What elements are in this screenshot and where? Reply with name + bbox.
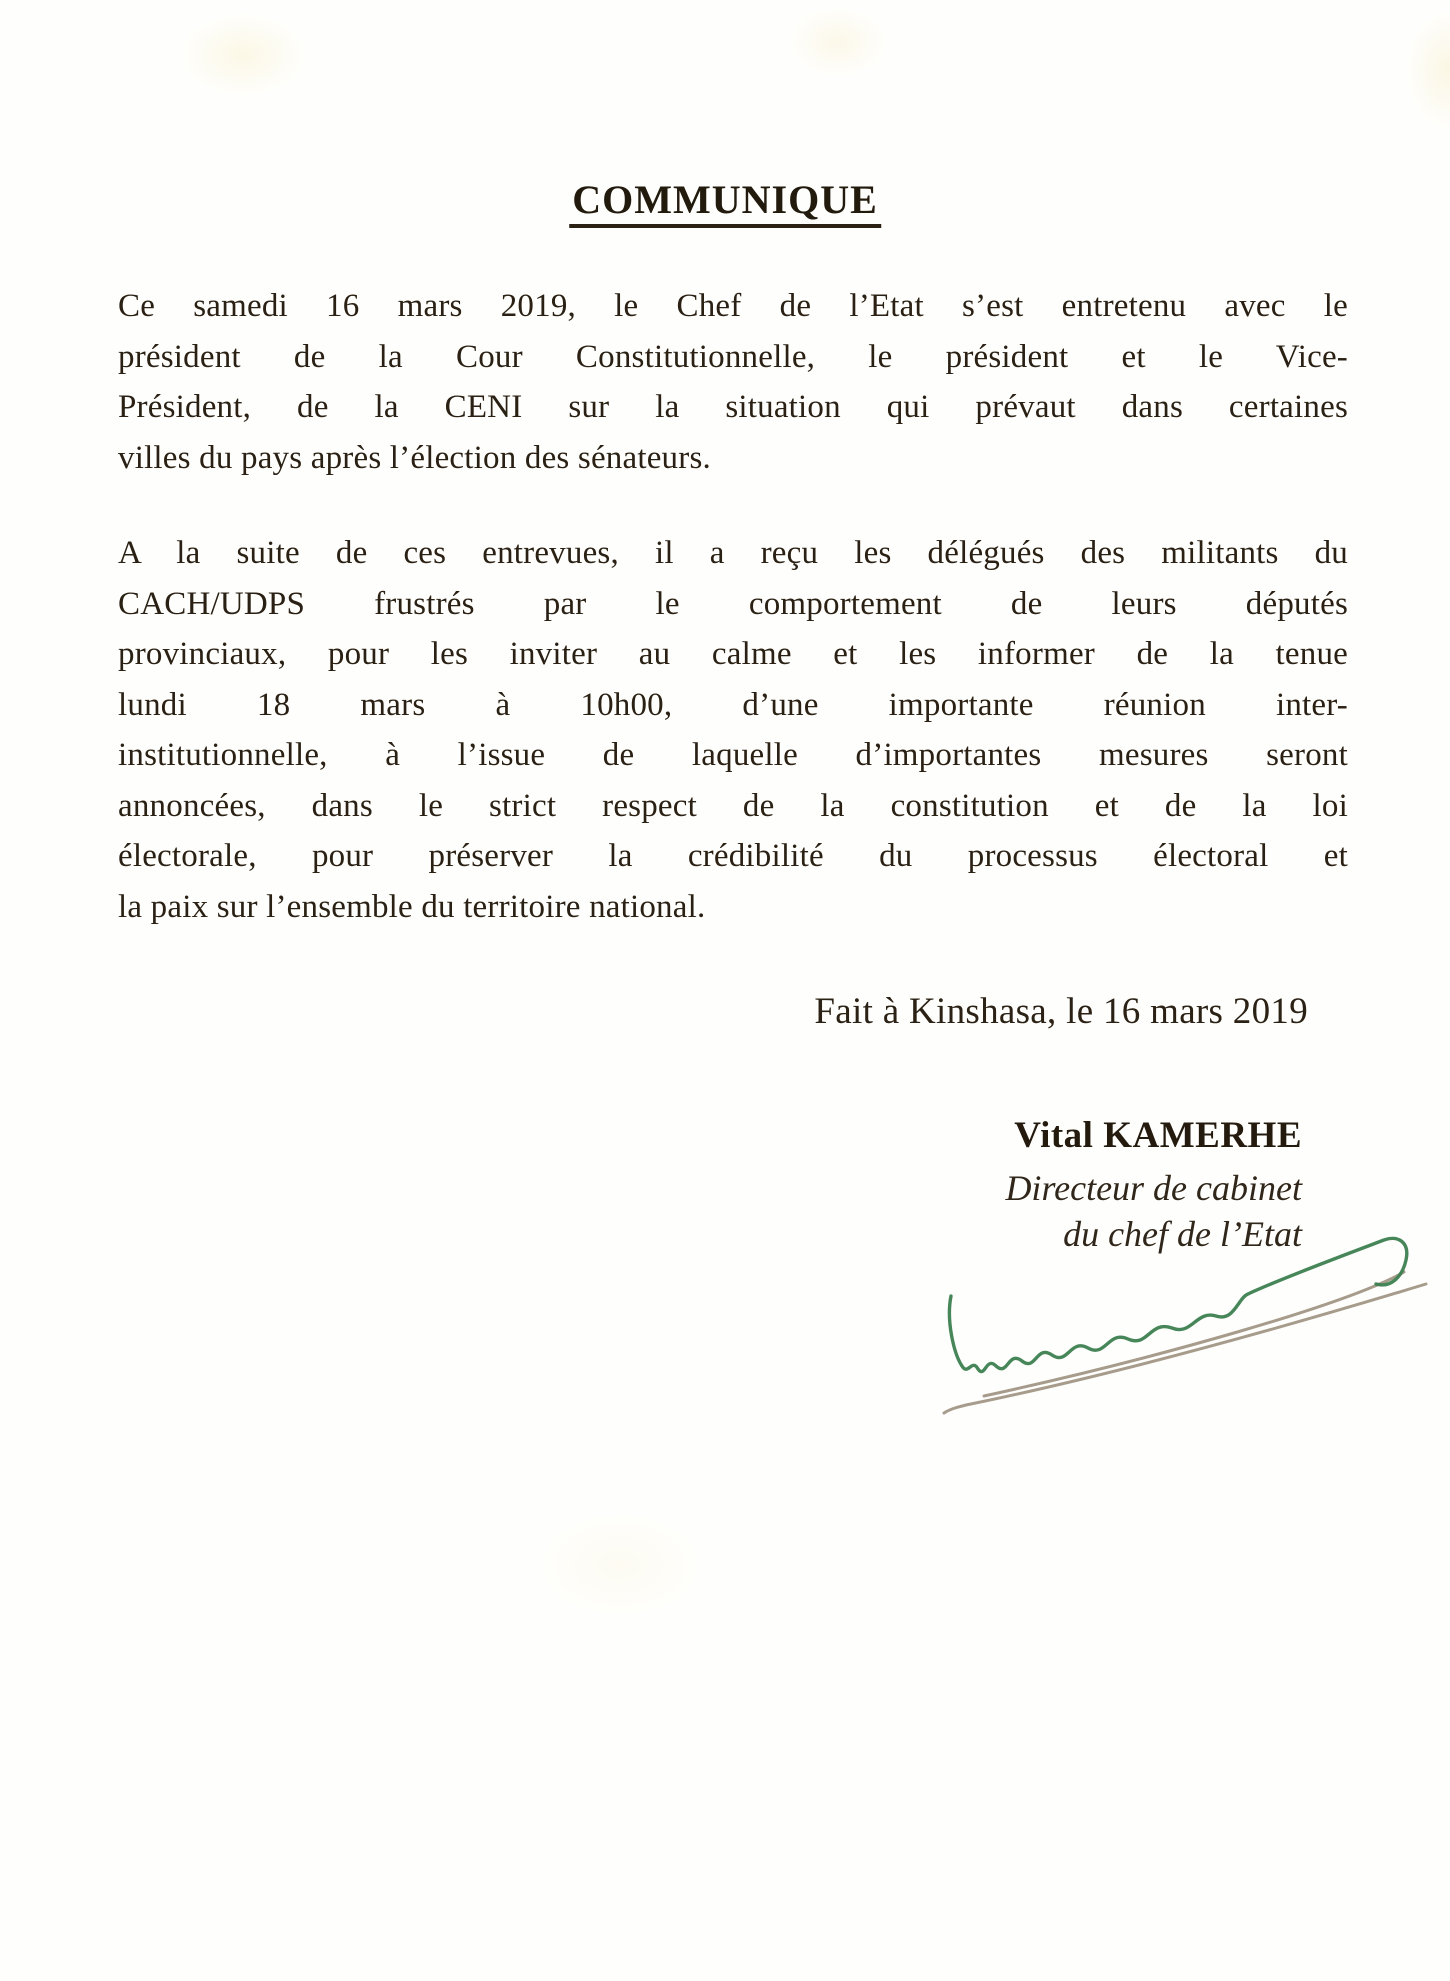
text-line: institutionnelle, à l’issue de laquelle d’importantes mesures seront [118,737,1348,773]
text-line: provinciaux, pour les inviter au calme et les informer de la tenue [118,636,1348,672]
dateline: Fait à Kinshasa, le 16 mars 2019 [814,991,1308,1032]
signatory-role-line-2: du chef de l’Etat [1063,1214,1302,1254]
paragraph-1 [118,281,1348,483]
text-line: Ce samedi 16 mars 2019, le Chef de l’Etat s’est entretenu avec le [118,288,1348,324]
text-line: A la suite de ces entrevues, il a reçu les délégués des militants du [118,535,1348,571]
text-line: annoncées, dans le strict respect de la constitution et de la loi [118,787,1348,824]
text-line: lundi 18 mars à 10h00, d’une importante réunion inter- [118,686,1348,723]
text-line: président de la Cour Constitutionnelle, le président et le Vice- [118,338,1348,375]
document-title: COMMUNIQUE [569,176,881,228]
signature-ink-stroke [949,1238,1406,1371]
paragraph-2 [118,528,1348,932]
handwritten-signature [918,1226,1438,1418]
signature-underline-stroke-2 [944,1284,1426,1413]
signatory-role-line-1: Directeur de cabinet [1005,1168,1302,1208]
text-line: électorale, pour préserver la crédibilité du processus électoral et [118,838,1348,874]
text-line: la paix sur l’ensemble du territoire national. [118,888,706,925]
text-line: Président, de la CENI sur la situation qui prévaut dans certaines [118,389,1348,425]
text-line: villes du pays après l’élection des sénateurs. [118,439,711,476]
signature-underline-stroke [984,1272,1404,1396]
text-line: CACH/UDPS frustrés par le comportement de leurs députés [118,585,1348,622]
signatory-name: Vital KAMERHE [1014,1115,1302,1156]
